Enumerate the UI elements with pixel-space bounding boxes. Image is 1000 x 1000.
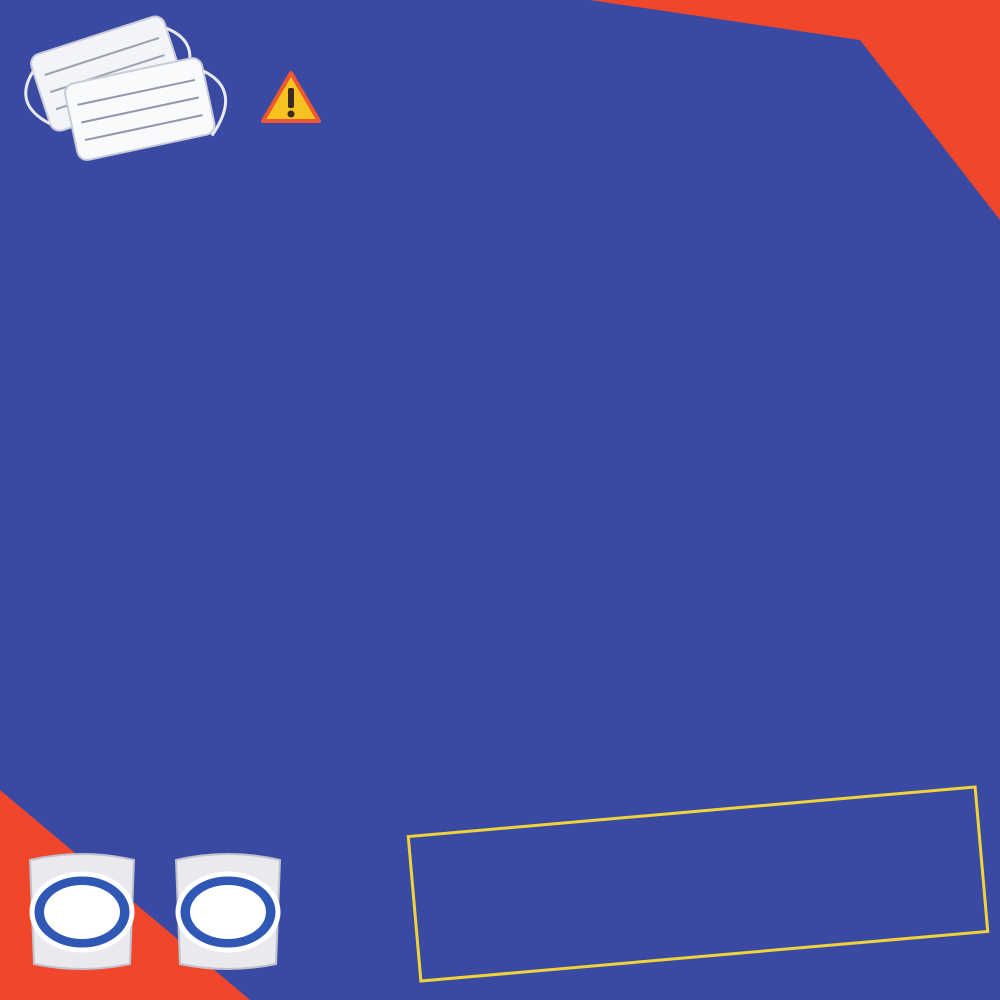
title-row [260,52,720,142]
list-item [88,528,948,565]
face-with-mask-icon [88,676,124,710]
face-with-mask-icon [88,602,124,636]
face-with-mask-icon [88,639,124,673]
list-item [88,602,948,639]
surgical-masks-icon [0,0,260,180]
list-item [88,676,948,713]
face-with-mask-icon [88,528,124,562]
list-item [88,454,948,491]
warning-triangle-icon [260,69,322,125]
list-item [88,565,948,602]
face-with-mask-icon [88,454,124,488]
face-with-mask-icon [88,565,124,599]
obligation-list [88,454,948,713]
list-item [88,491,948,528]
list-item [88,639,948,676]
ht-calcados-logo [22,846,142,992]
ht-esportes-logo [168,846,288,992]
face-with-mask-icon [88,491,124,525]
